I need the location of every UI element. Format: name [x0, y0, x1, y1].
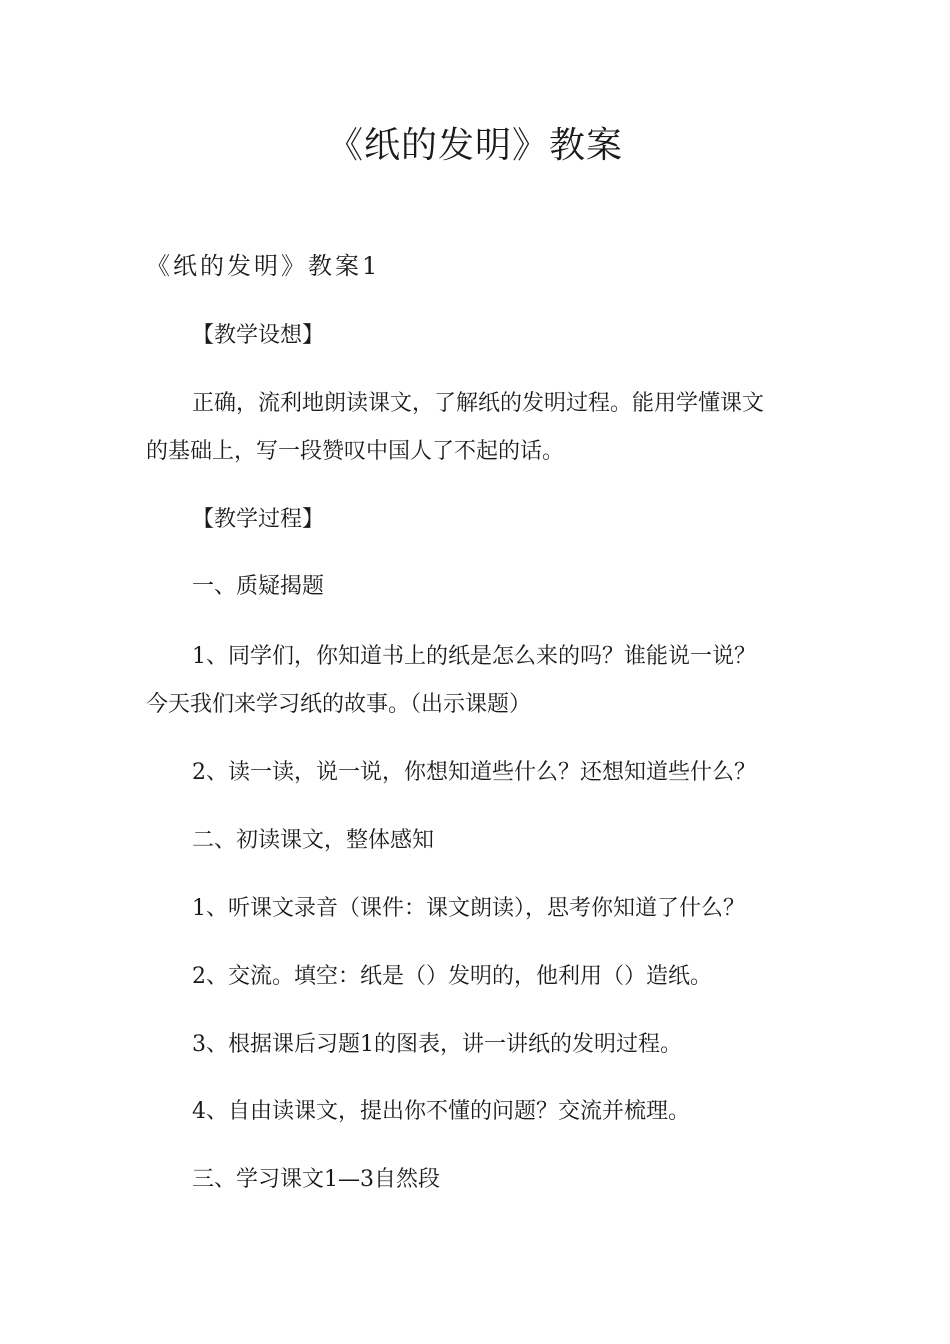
section-title: 《纸的发明》教案1 [146, 252, 381, 280]
paragraph-line: 4、自由读课文，提出你不懂的问题？交流并梳理。 [192, 1099, 690, 1124]
paragraph-line: 1、同学们，你知道书上的纸是怎么来的吗？谁能说一说？ [192, 644, 756, 669]
document-title: 《纸的发明》教案 [326, 125, 623, 166]
step-heading: 一、质疑揭题 [192, 574, 325, 599]
paragraph-line: 今天我们来学习纸的故事。（出示课题） [146, 692, 532, 717]
paragraph-line: 2、读一读，说一说，你想知道些什么？还想知道些什么？ [192, 760, 756, 785]
paragraph-line: 正确，流利地朗读课文，了解纸的发明过程。能用学懂课文 [192, 391, 765, 416]
step-heading: 二、初读课文，整体感知 [192, 828, 435, 853]
paragraph-line: 3、根据课后习题1的图表，讲一讲纸的发明过程。 [192, 1032, 682, 1057]
heading-teaching-idea: 【教学设想】 [192, 323, 325, 348]
step-heading: 三、学习课文1—3自然段 [192, 1167, 440, 1192]
heading-teaching-process: 【教学过程】 [192, 507, 325, 532]
paragraph-line: 1、听课文录音（课件：课文朗读），思考你知道了什么？ [192, 896, 745, 921]
paragraph-line: 的基础上，写一段赞叹中国人了不起的话。 [146, 439, 565, 464]
paragraph-line: 2、交流。填空：纸是（）发明的，他利用（）造纸。 [192, 964, 712, 989]
